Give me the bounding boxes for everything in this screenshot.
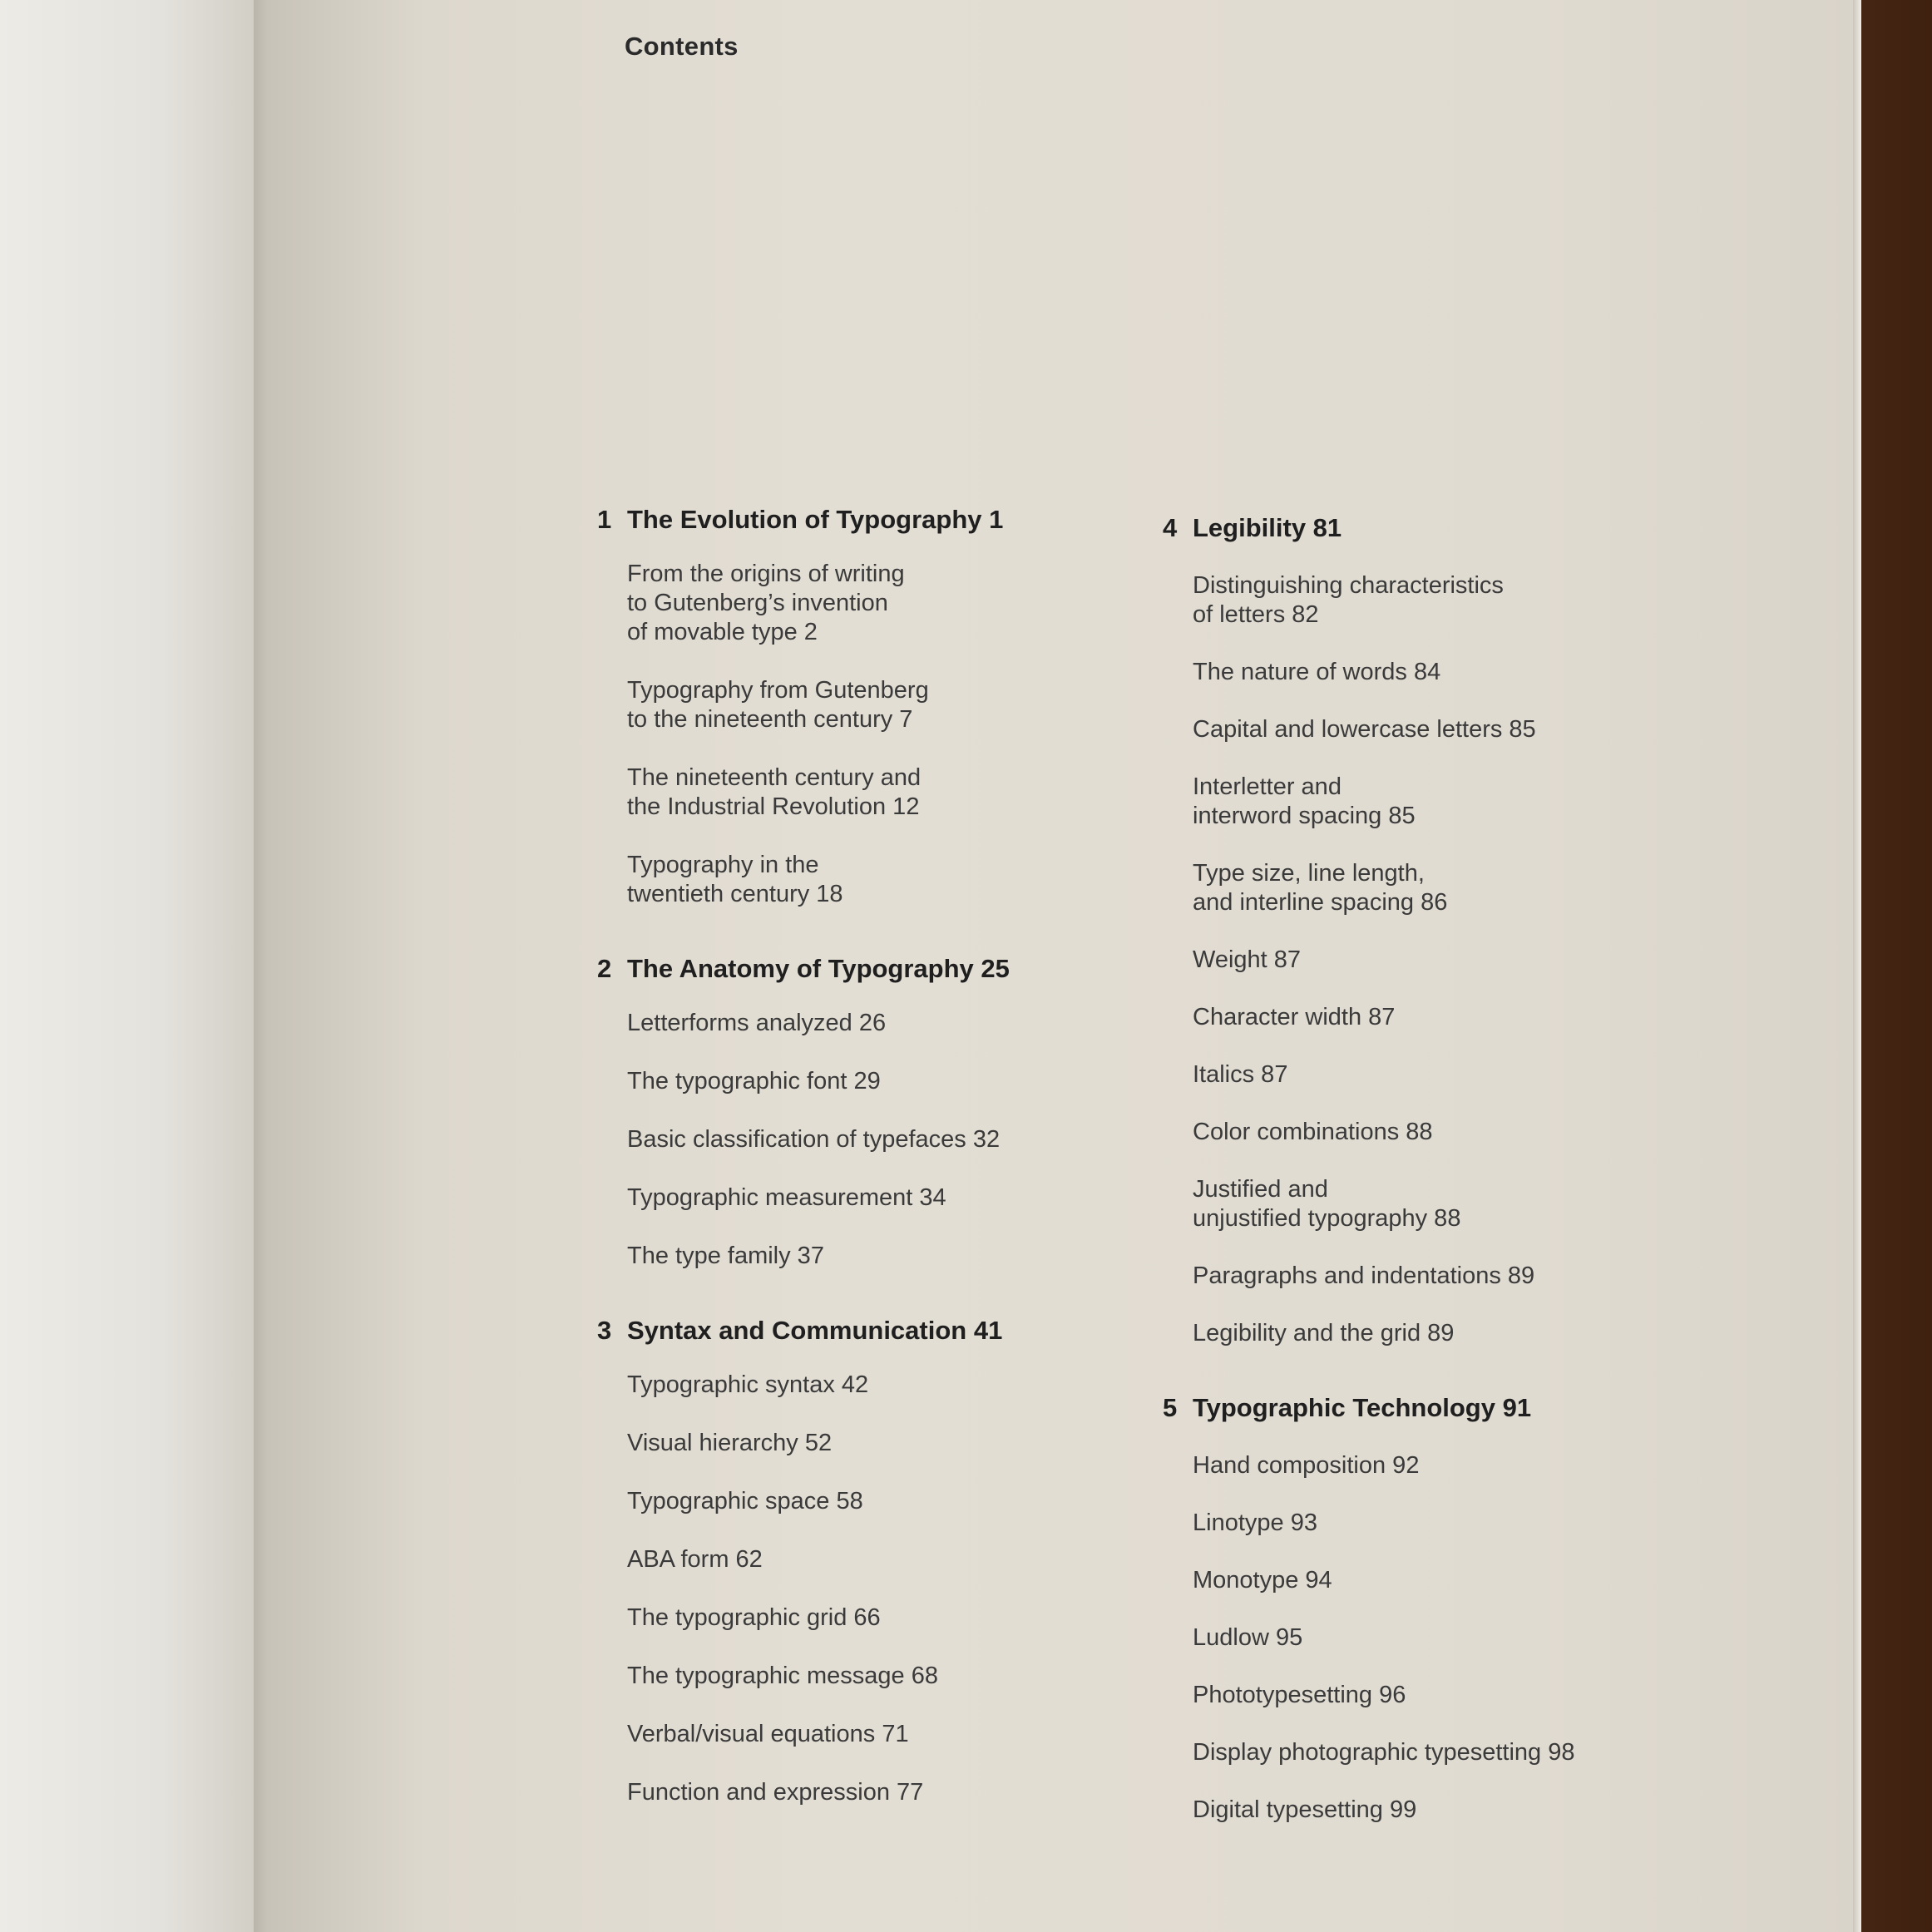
toc-chapter [597, 503, 1113, 909]
left-blank-page [0, 0, 268, 1932]
toc-section-entry: The typographic grid 66 [627, 1604, 881, 1631]
toc-section-entry: Typography in the twentieth century 18 [627, 852, 843, 907]
toc-section-entry: Monotype 94 [1193, 1567, 1332, 1594]
toc-section-entry: The type family 37 [627, 1243, 824, 1269]
toc-right-column [1163, 511, 1678, 1825]
toc-section-entry: ABA form 62 [627, 1546, 763, 1573]
toc-section-entry: Color combinations 88 [1193, 1119, 1433, 1145]
chapter-title: Typographic Technology 91 [1193, 1393, 1532, 1422]
chapter-heading [597, 1314, 1113, 1347]
chapter-title: Syntax and Communication 41 [627, 1316, 1003, 1345]
toc-section-entry: Italics 87 [1193, 1061, 1288, 1088]
page-title: Contents [625, 32, 739, 61]
toc-section-entry: Ludlow 95 [1193, 1624, 1303, 1651]
chapter-number: 1 [597, 505, 612, 534]
chapter-number: 3 [597, 1316, 612, 1345]
toc-section-entry: Linotype 93 [1193, 1510, 1317, 1536]
toc-section-entry: Letterforms analyzed 26 [627, 1010, 887, 1036]
toc-section-entry: Capital and lowercase letters 85 [1193, 716, 1536, 743]
toc-section-entry: The typographic message 68 [627, 1663, 938, 1689]
chapter-title: Legibility 81 [1193, 513, 1342, 542]
toc-section-entry: Typographic space 58 [627, 1488, 863, 1514]
chapter-title: The Evolution of Typography 1 [627, 505, 1004, 534]
toc-section-entry: The typographic font 29 [627, 1068, 881, 1094]
toc-section-entry: The nature of words 84 [1193, 659, 1441, 685]
toc-section-entry: From the origins of writing to Gutenberg’s invention of movable type 2 [627, 561, 905, 645]
toc-section-entry: Type size, line length, and interline spacing 86 [1193, 860, 1448, 916]
toc-section-entry: Legibility and the grid 89 [1193, 1320, 1455, 1346]
toc-section-entry: Paragraphs and indentations 89 [1193, 1262, 1535, 1289]
toc-section-entry: Typography from Gutenberg to the nineteenth century 7 [627, 677, 929, 733]
toc-section-entry: Typographic syntax 42 [627, 1371, 869, 1398]
chapter-number: 5 [1163, 1393, 1178, 1422]
page-edge [1853, 0, 1861, 1932]
toc-section-entry: Digital typesetting 99 [1193, 1796, 1417, 1823]
toc-section-entry: Display photographic typesetting 98 [1193, 1739, 1575, 1766]
toc-section-entry: Interletter and interword spacing 85 [1193, 773, 1416, 829]
chapter-heading [597, 952, 1113, 986]
chapter-number: 4 [1163, 513, 1178, 542]
chapter-heading [597, 503, 1113, 536]
toc-section-entry: Hand composition 92 [1193, 1452, 1420, 1479]
toc-section-entry: Verbal/visual equations 71 [627, 1721, 909, 1747]
toc-left-column [597, 503, 1113, 1807]
toc-section-entry: Distinguishing characteristics of letters 82 [1193, 572, 1504, 628]
toc-chapter [597, 952, 1113, 1271]
toc-section-entry: Character width 87 [1193, 1004, 1396, 1030]
toc-section-entry: Weight 87 [1193, 946, 1302, 973]
toc-chapter [1163, 511, 1678, 1348]
toc-section-entry: The nineteenth century and the Industrial Revolution 12 [627, 764, 922, 820]
toc-section-entry: Function and expression 77 [627, 1779, 924, 1806]
toc-section-entry: Justified and unjustified typography 88 [1193, 1176, 1461, 1232]
toc-section-entry: Basic classification of typefaces 32 [627, 1126, 1001, 1153]
chapter-heading [1163, 511, 1678, 545]
toc-chapter [1163, 1391, 1678, 1825]
chapter-heading [1163, 1391, 1678, 1425]
toc-section-entry: Typographic measurement 34 [627, 1184, 946, 1211]
toc-section-entry: Phototypesetting 96 [1193, 1682, 1406, 1708]
toc-section-entry: Visual hierarchy 52 [627, 1430, 833, 1456]
chapter-number: 2 [597, 954, 612, 983]
chapter-title: The Anatomy of Typography 25 [627, 954, 1010, 983]
toc-chapter [597, 1314, 1113, 1807]
